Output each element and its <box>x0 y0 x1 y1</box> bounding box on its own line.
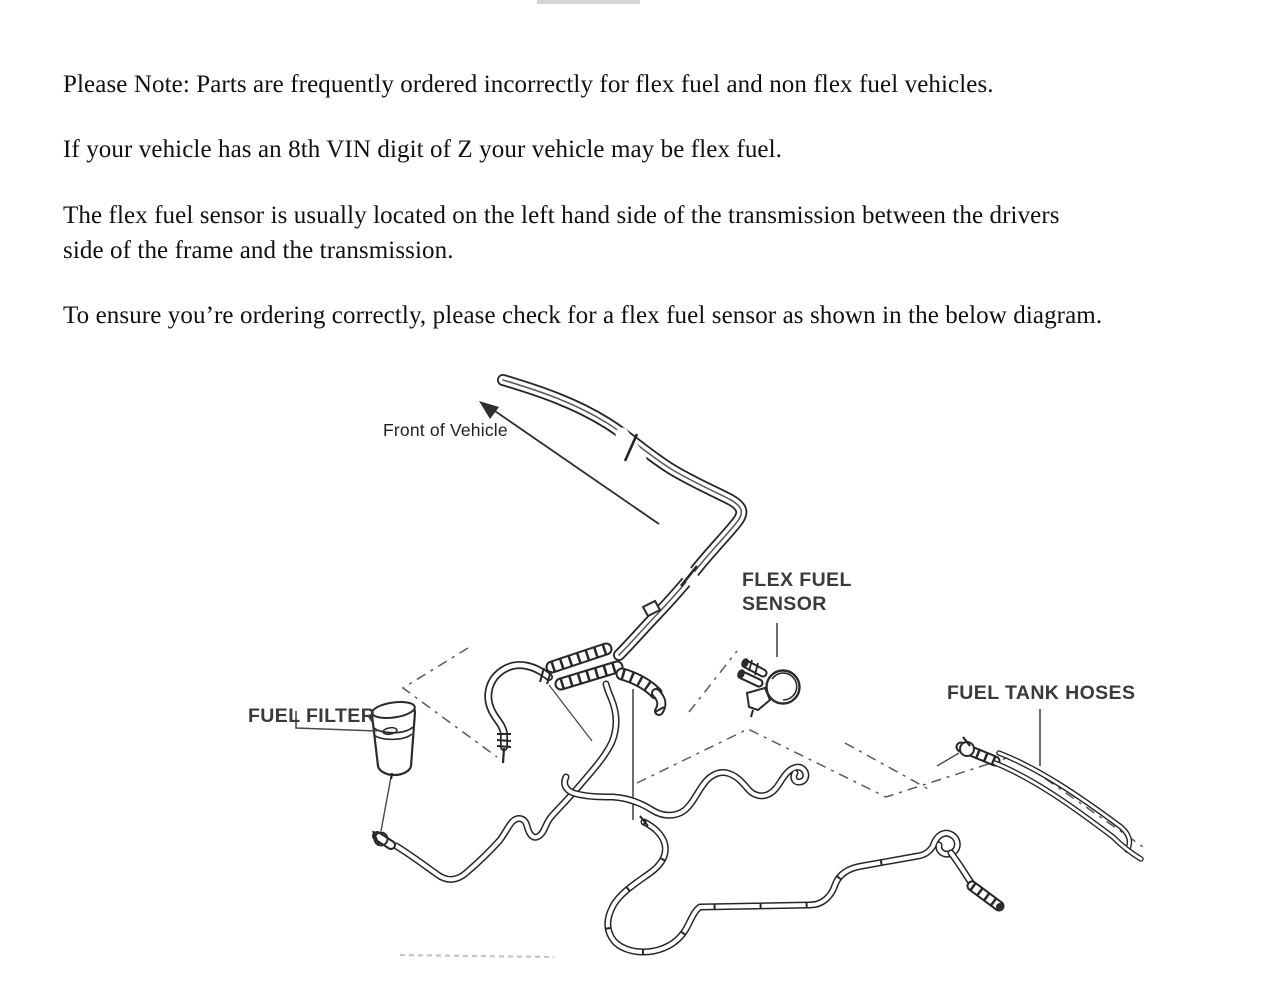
notice-paragraph-2: If your vehicle has an 8th VIN digit of Z your vehicle may be flex fuel. <box>63 136 783 163</box>
front-of-vehicle-label: Front of Vehicle <box>383 420 508 440</box>
notice-paragraph-3-line-1: The flex fuel sensor is usually located on the left hand side of the transmission between the drivers <box>63 202 1060 229</box>
fuel-line-bundle <box>503 380 741 655</box>
junction-leader-line <box>549 685 592 741</box>
s-hose-pin <box>503 748 504 763</box>
bottom-hose <box>608 816 1004 952</box>
flex-fuel-sensor-graphic <box>736 657 800 717</box>
sensor-bracket <box>747 688 770 710</box>
flex-fuel-sensor-label-line2: SENSOR <box>742 593 827 615</box>
sensor-body <box>767 671 800 704</box>
arrow-head-icon <box>479 401 499 419</box>
mid-hose <box>565 767 806 815</box>
notice-paragraph-3-line-2: side of the frame and the transmission. <box>63 237 454 264</box>
fuel-tank-hoses-label: FUEL TANK HOSES <box>947 682 1136 704</box>
notice-paragraph-1: Please Note: Parts are frequently ordered incorrectly for flex fuel and non flex fuel vehicles. <box>63 71 994 98</box>
bottom-faint-dash <box>400 955 554 957</box>
junction-connectors <box>552 649 664 712</box>
s-hose <box>488 665 551 763</box>
flex-fuel-sensor-label: FLEX FUEL <box>742 569 852 591</box>
fuel-tank-hoses-graphic <box>937 737 1141 859</box>
filter-pin-line <box>381 777 391 831</box>
fuel-filter-label: FUEL FILTER <box>248 705 376 727</box>
notice-paragraph-4: To ensure you’re ordering correctly, please check for a flex fuel sensor as shown in the below diagram. <box>63 302 1103 329</box>
fuel-filter-graphic <box>371 700 416 779</box>
